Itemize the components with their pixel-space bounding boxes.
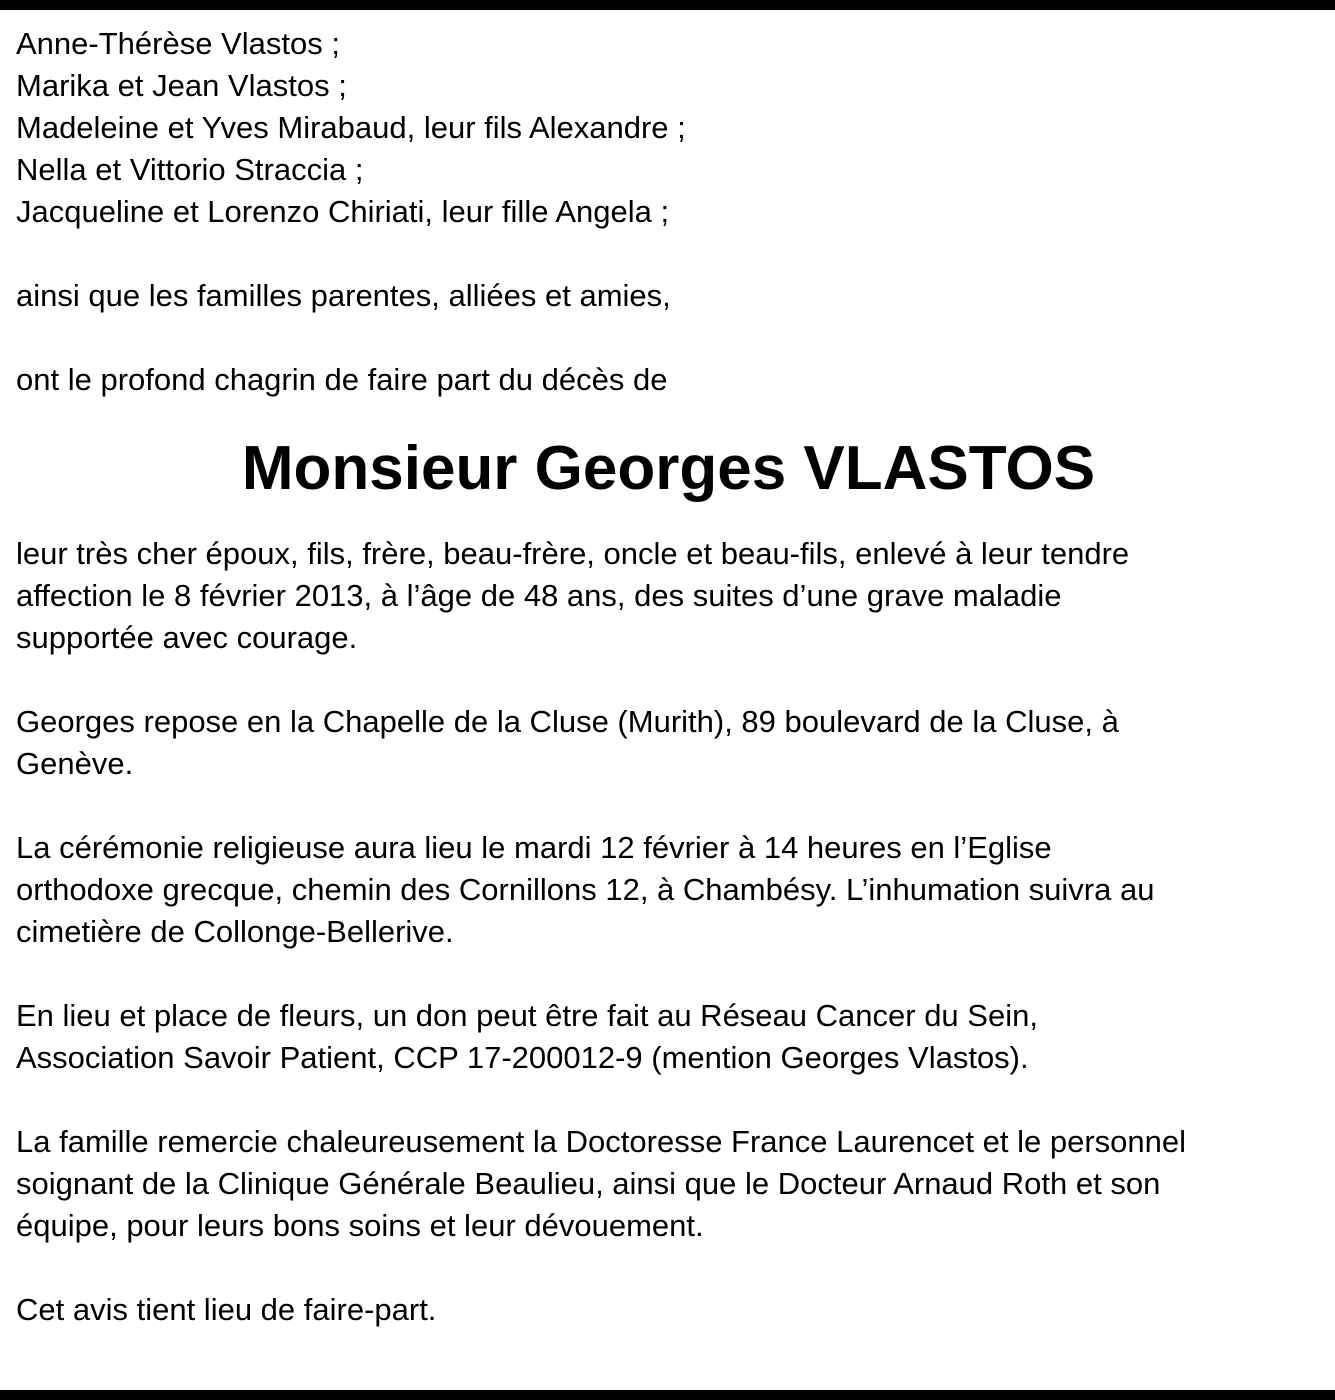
spacer xyxy=(16,785,1321,827)
paragraph-line: Genève. xyxy=(16,746,134,781)
families-line: ainsi que les familles parentes, alliées et amies, xyxy=(16,278,671,313)
paragraph-line: La cérémonie religieuse aura lieu le mardi 12 février à 14 heures en l’Eglise xyxy=(16,830,1052,865)
paragraph-line: leur très cher époux, fils, frère, beau-frère, oncle et beau-fils, enlevé à leur tendre xyxy=(16,536,1130,571)
mourner-line: Marika et Jean Vlastos ; xyxy=(16,68,347,103)
mourner-line: Jacqueline et Lorenzo Chiriati, leur fille Angela ; xyxy=(16,194,670,229)
paragraph-line: équipe, pour leurs bons soins et leur dévouement. xyxy=(16,1208,704,1243)
description-paragraph xyxy=(16,533,1321,659)
bottom-border-rule xyxy=(0,1390,1335,1400)
mourner-line: Anne-Thérèse Vlastos ; xyxy=(16,26,340,61)
deceased-name-heading: Monsieur Georges VLASTOS xyxy=(241,434,1096,503)
ceremony-paragraph xyxy=(16,827,1321,953)
spacer xyxy=(16,317,1321,359)
paragraph-line: Association Savoir Patient, CCP 17-200012-9 (mention Georges Vlastos). xyxy=(16,1040,1029,1075)
paragraph-line: supportée avec courage. xyxy=(16,620,358,655)
spacer xyxy=(16,953,1321,995)
mourners-list xyxy=(16,23,1321,233)
mourner-line: Nella et Vittorio Straccia ; xyxy=(16,152,364,187)
obituary-notice xyxy=(16,23,1321,1331)
paragraph-line: orthodoxe grecque, chemin des Cornillons 12, à Chambésy. L’inhumation suivra au xyxy=(16,872,1155,907)
paragraph-line: La famille remercie chaleureusement la Doctoresse France Laurencet et le personnel xyxy=(16,1124,1186,1159)
thanks-paragraph xyxy=(16,1121,1321,1247)
spacer xyxy=(16,1247,1321,1289)
mourner-line: Madeleine et Yves Mirabaud, leur fils Alexandre ; xyxy=(16,110,686,145)
closing-line: Cet avis tient lieu de faire-part. xyxy=(16,1292,437,1327)
paragraph-line: soignant de la Clinique Générale Beaulieu, ainsi que le Docteur Arnaud Roth et son xyxy=(16,1166,1161,1201)
donation-paragraph xyxy=(16,995,1321,1079)
paragraph-line: cimetière de Collonge-Bellerive. xyxy=(16,914,454,949)
top-border-rule xyxy=(0,0,1335,10)
announcement-line: ont le profond chagrin de faire part du décès de xyxy=(16,362,668,397)
paragraph-line: Georges repose en la Chapelle de la Cluse (Murith), 89 boulevard de la Cluse, à xyxy=(16,704,1119,739)
spacer xyxy=(16,1079,1321,1121)
spacer xyxy=(16,659,1321,701)
spacer xyxy=(16,233,1321,275)
paragraph-line: En lieu et place de fleurs, un don peut être fait au Réseau Cancer du Sein, xyxy=(16,998,1038,1033)
repose-paragraph xyxy=(16,701,1321,785)
paragraph-line: affection le 8 février 2013, à l’âge de 48 ans, des suites d’une grave maladie xyxy=(16,578,1062,613)
